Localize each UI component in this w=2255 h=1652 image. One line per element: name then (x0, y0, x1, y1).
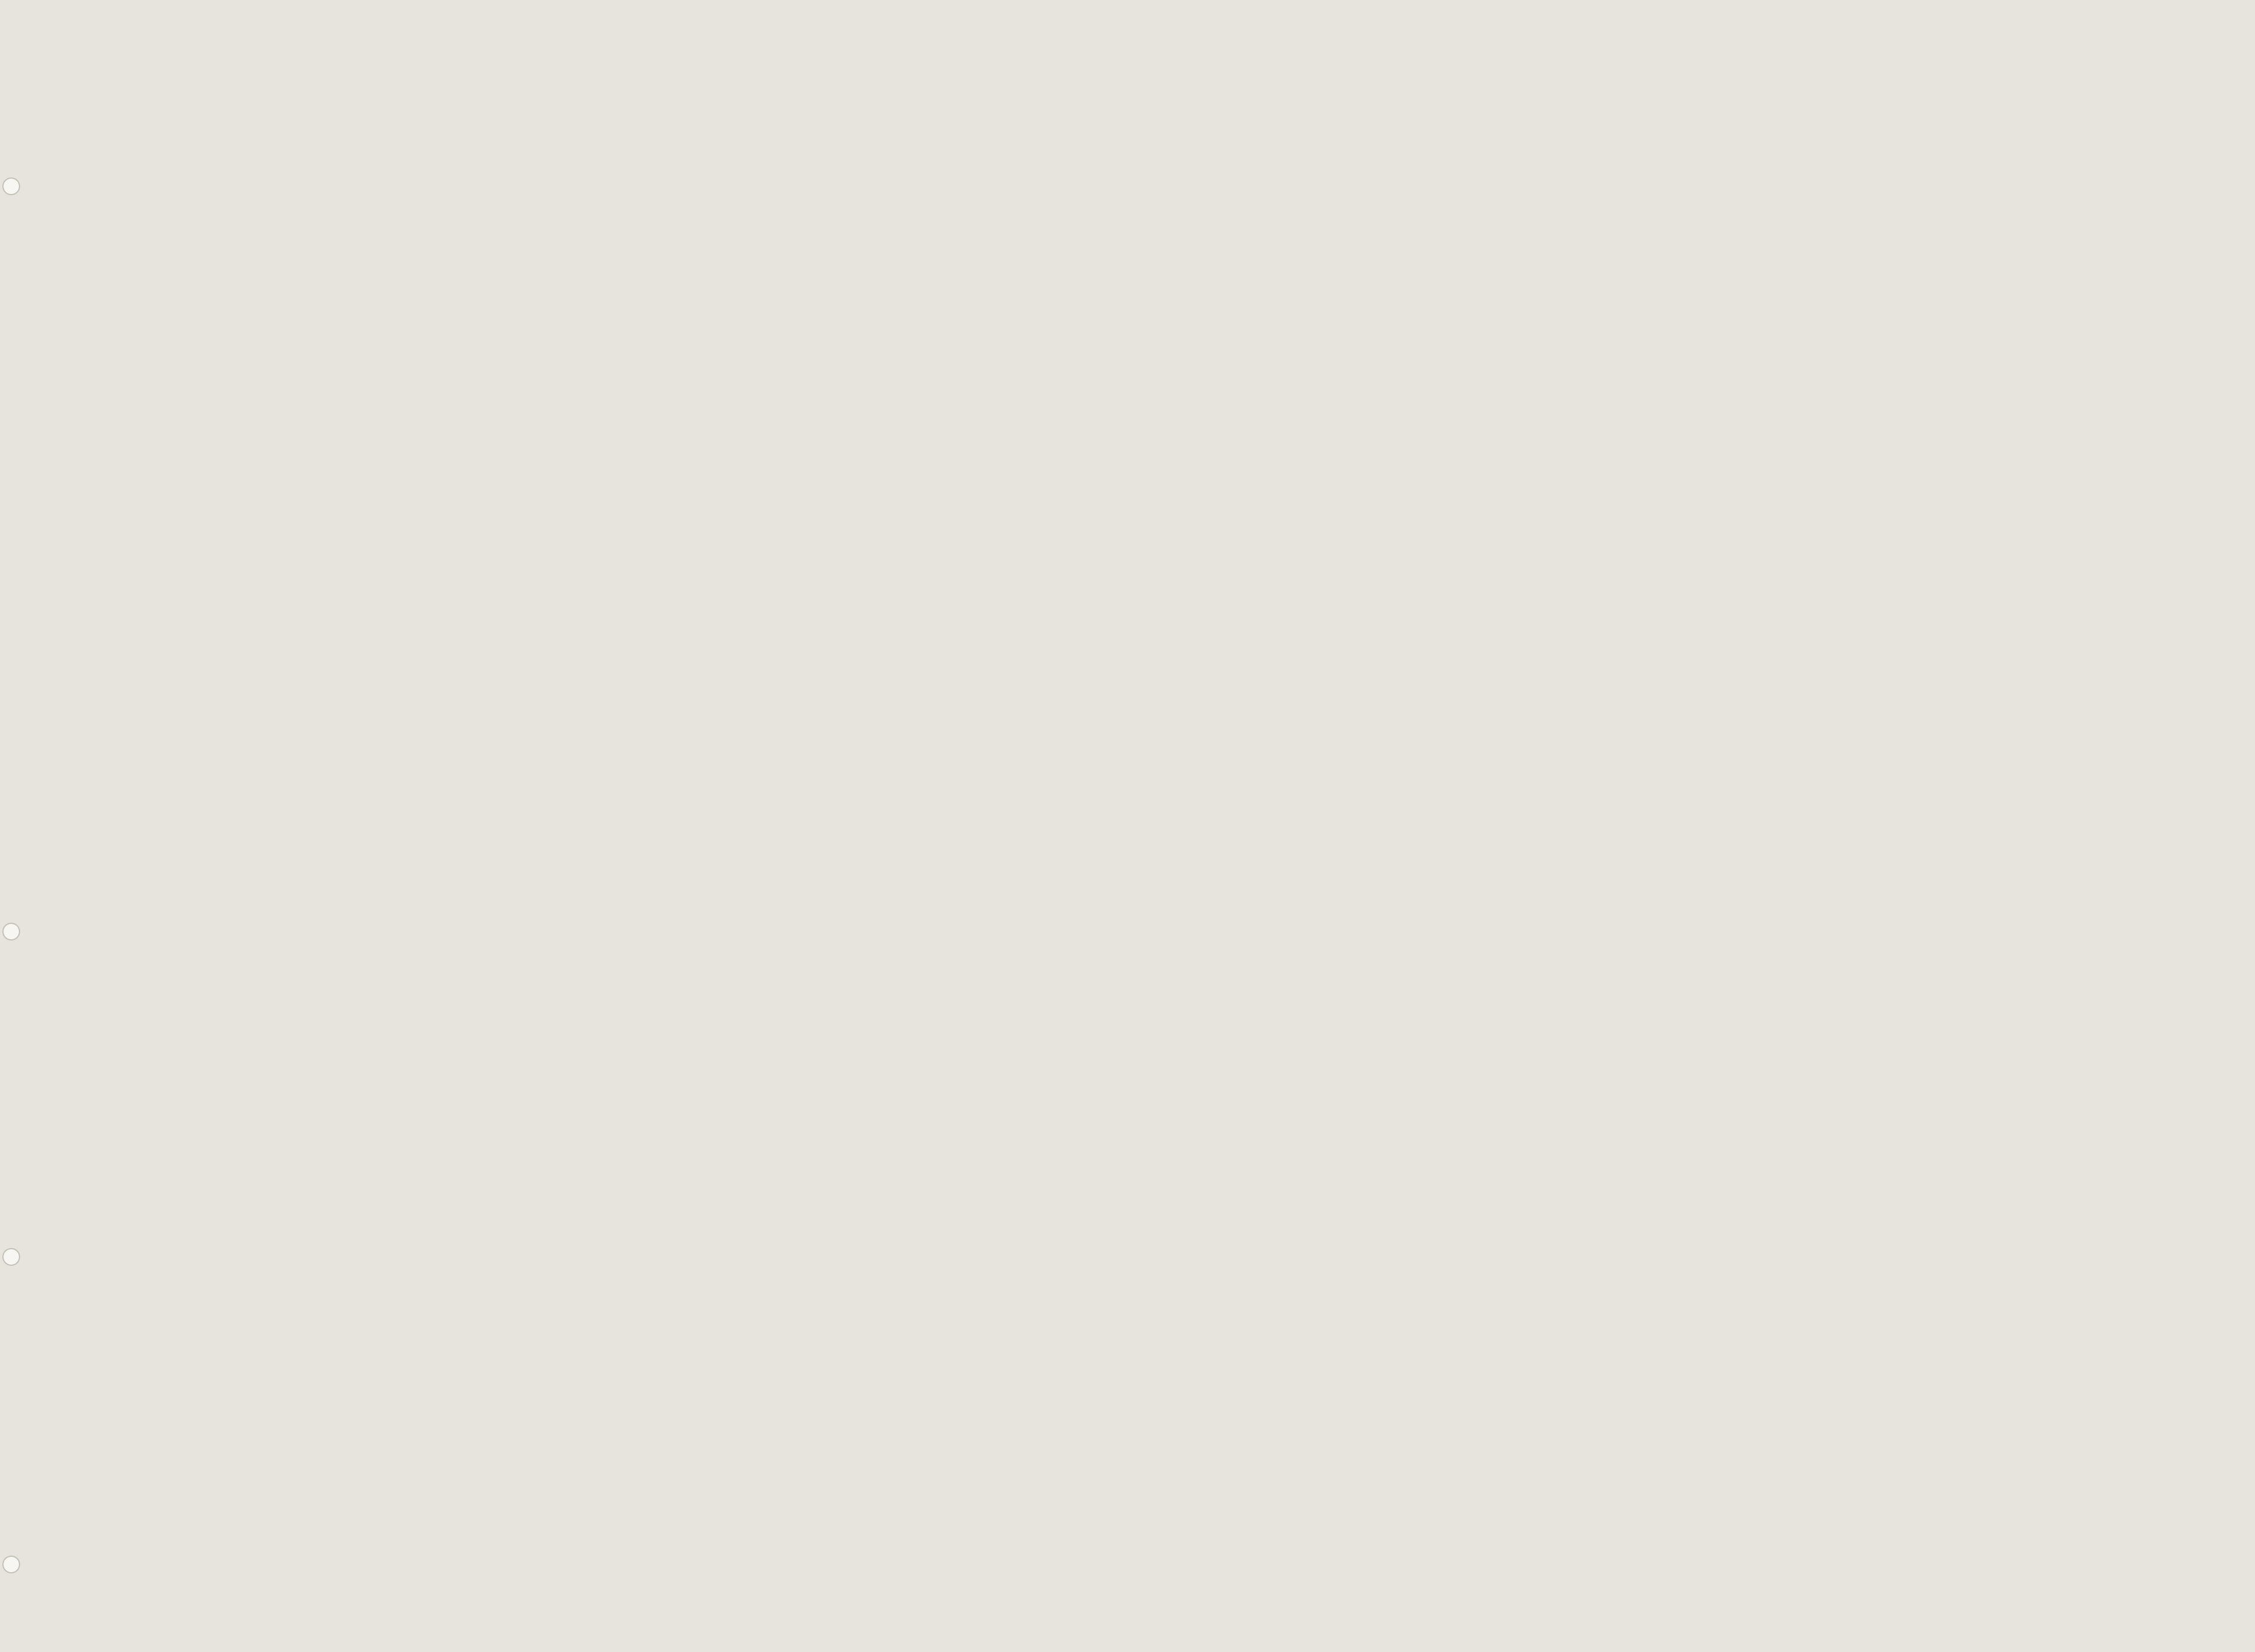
punch-hole (2, 923, 20, 940)
punch-hole (2, 1556, 20, 1573)
punch-hole (2, 177, 20, 195)
punch-hole (2, 1248, 20, 1266)
